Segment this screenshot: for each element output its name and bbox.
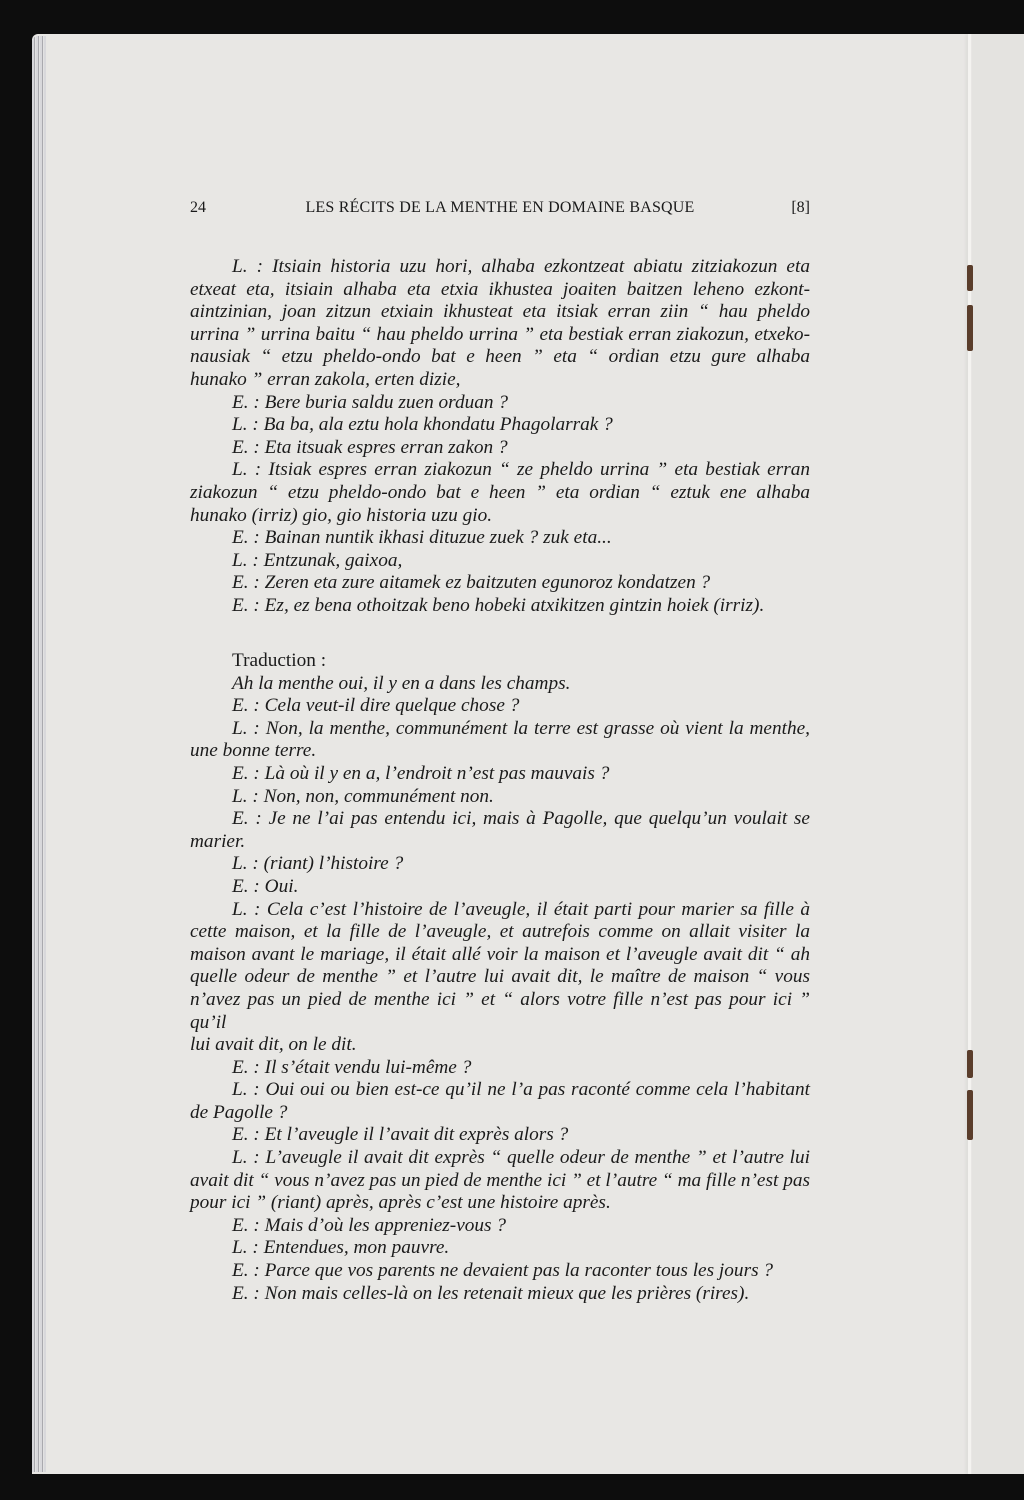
dialogue-paragraph <box>190 853 810 876</box>
basque-transcript <box>190 256 810 618</box>
dialogue-paragraph <box>190 1057 810 1080</box>
text-line: E. : Bere buria saldu zuen orduan ? <box>232 391 508 413</box>
dialogue-paragraph <box>190 1079 810 1124</box>
text-line: L. : Oui oui ou bien est-ce qu’il ne l’a pas raconté comme cela l’habitant <box>232 1079 810 1101</box>
dialogue-paragraph <box>190 899 810 1057</box>
text-line: n’avez pas un pied de menthe ici ” et “ alors votre fille n’est pas pour ici ” qu’il <box>190 988 810 1033</box>
dialogue-paragraph <box>190 256 810 392</box>
text-line: L. : Non, non, communément non. <box>232 785 494 807</box>
dialogue-paragraph <box>190 1124 810 1147</box>
dialogue-paragraph <box>190 876 810 899</box>
text-line: hunako (irriz) gio, gio historia uzu gio. <box>190 504 493 526</box>
section-ref: [8] <box>791 199 810 216</box>
text-line: quelle odeur de menthe ” et l’autre lui avait dit, le maître de maison “ vous <box>190 966 810 988</box>
text-line: marier. <box>190 830 246 852</box>
translation-heading: Traduction : <box>232 650 327 671</box>
text-line: E. : Cela veut-il dire quelque chose ? <box>232 695 520 717</box>
text-line: E. : Eta itsuak espres erran zakon ? <box>232 436 508 458</box>
text-line: L. : Ba ba, ala eztu hola khondatu Phagolarrak ? <box>232 414 613 436</box>
facing-page <box>972 34 1024 1474</box>
dialogue-paragraph <box>190 1215 810 1238</box>
text-line: L. : Non, la menthe, communément la terre est grasse où vient la menthe, <box>232 717 810 739</box>
dialogue-paragraph <box>190 763 810 786</box>
staple-icon <box>967 1090 973 1140</box>
staple-icon <box>967 1050 973 1078</box>
dialogue-paragraph <box>190 459 810 527</box>
page-stack-edge <box>32 36 46 1472</box>
dialogue-paragraph <box>190 808 810 853</box>
dialogue-paragraph <box>190 572 810 595</box>
text-line: L. : L’aveugle il avait dit exprès “ quelle odeur de menthe ” et l’autre lui <box>232 1147 810 1169</box>
text-line: E. : Non mais celles-là on les retenait mieux que les prières (rires). <box>232 1282 750 1304</box>
text-line: avait dit “ vous n’avez pas un pied de menthe ici ” et l’autre “ ma fille n’est pas <box>190 1169 810 1191</box>
text-line: etxeat eta, itsiain alhaba eta etxia ikhustea joaiten baitzen leheno ezkont- <box>190 278 810 300</box>
text-line: urrina ” urrina baitu “ hau pheldo urrina ” eta bestiak erran ziakozun, etxeko- <box>190 323 810 345</box>
text-line: E. : Mais d’où les appreniez-vous ? <box>232 1214 506 1236</box>
dialogue-paragraph <box>190 414 810 437</box>
text-line: E. : Il s’était vendu lui-même ? <box>232 1056 472 1078</box>
french-translation <box>190 618 810 1305</box>
text-line: maison avant le mariage, il était allé voir la maison et l’aveugle avait dit “ ah <box>190 943 810 965</box>
text-line: nausiak “ etzu pheldo-ondo bat e heen ” eta “ ordian etzu gure alhaba <box>190 346 810 368</box>
text-line: L. : Entzunak, gaixoa, <box>232 549 403 571</box>
text-line: hunako ” erran zakola, erten dizie, <box>190 368 461 390</box>
text-line: de Pagolle ? <box>190 1101 288 1123</box>
text-line: cette maison, et la fille de l’aveugle, et autrefois comme on allait visiter la <box>190 921 810 943</box>
dialogue-paragraph <box>190 1260 810 1283</box>
text-line: L. : Itsiak espres erran ziakozun “ ze pheldo urrina ” eta bestiak erran <box>232 459 810 481</box>
text-line: une bonne terre. <box>190 740 317 762</box>
dialogue-paragraph <box>190 673 810 696</box>
text-line: E. : Là où il y en a, l’endroit n’est pas mauvais ? <box>232 762 610 784</box>
text-line: E. : Et l’aveugle il l’avait dit exprès alors ? <box>232 1124 569 1146</box>
dialogue-paragraph <box>190 1147 810 1215</box>
dialogue-paragraph <box>190 1237 810 1260</box>
binding-gutter <box>968 34 971 1474</box>
text-line: E. : Ez, ez bena othoitzak beno hobeki atxikitzen gintzin hoiek (irriz). <box>232 594 765 616</box>
text-line: E. : Je ne l’ai pas entendu ici, mais à Pagolle, que quelqu’un voulait se <box>232 808 810 830</box>
dialogue-paragraph <box>190 695 810 718</box>
staple-icon <box>967 265 973 291</box>
dialogue-paragraph <box>190 437 810 460</box>
running-title: LES RÉCITS DE LA MENTHE EN DOMAINE BASQUE <box>305 199 695 216</box>
text-line: ziakozun “ etzu pheldo-ondo bat e heen ” eta ordian “ eztuk ene alhaba <box>190 481 810 503</box>
dialogue-paragraph <box>190 392 810 415</box>
text-line: E. : Oui. <box>232 875 299 897</box>
text-line: L. : Itsiain historia uzu hori, alhaba ezkontzeat abiatu zitziakozun eta <box>232 256 810 277</box>
text-line: E. : Parce que vos parents ne devaient pas la raconter tous les jours ? <box>232 1260 774 1282</box>
text-line: L. : Cela c’est l’histoire de l’aveugle, il était parti pour marier sa fille à <box>232 898 810 920</box>
text-line: pour ici ” (riant) après, après c’est une histoire après. <box>190 1192 611 1214</box>
dialogue-paragraph <box>190 786 810 809</box>
text-line: L. : (riant) l’histoire ? <box>232 853 404 875</box>
text-line: L. : Entendues, mon pauvre. <box>232 1237 450 1259</box>
dialogue-paragraph <box>190 595 810 618</box>
text-line: E. : Bainan nuntik ikhasi dituzue zuek ? zuk eta... <box>232 527 612 549</box>
text-line: E. : Zeren eta zure aitamek ez baitzuten egunoroz kondatzen ? <box>232 572 711 594</box>
text-line: lui avait dit, on le dit. <box>190 1034 357 1056</box>
text-line: Ah la menthe oui, il y en a dans les champs. <box>232 672 571 694</box>
staple-icon <box>967 305 973 351</box>
page-number: 24 <box>190 199 206 216</box>
dialogue-paragraph <box>190 550 810 573</box>
dialogue-paragraph <box>190 1283 810 1306</box>
dialogue-paragraph <box>190 718 810 763</box>
text-line: aintzinian, joan zitzun etxiain ikhusteat eta itsiak erran ziin “ hau pheldo <box>190 301 810 323</box>
dialogue-paragraph <box>190 527 810 550</box>
